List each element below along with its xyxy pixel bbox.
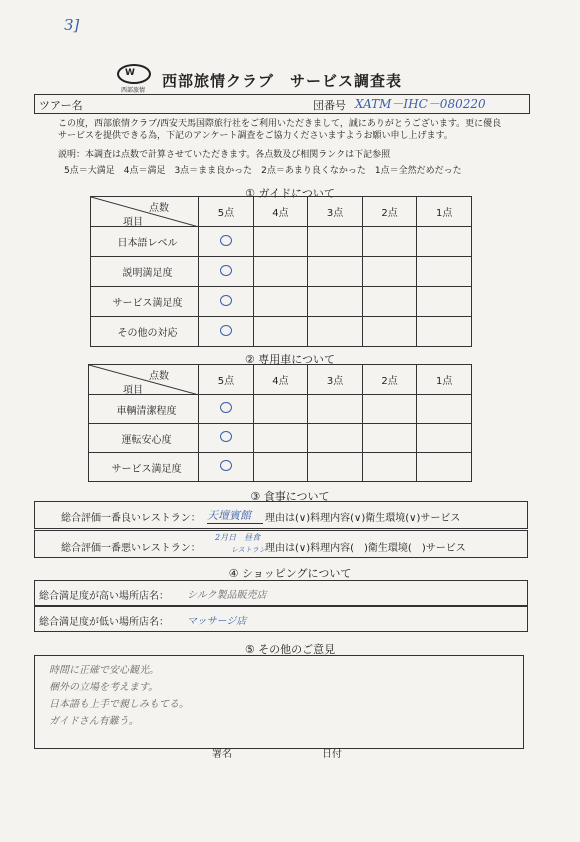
rating-cell-5[interactable] [199, 257, 254, 287]
corner-note: З] [64, 16, 80, 34]
table-row [89, 424, 472, 453]
intro-line-1: この度，西部旅情クラブ/西安天馬国際旅行社をご利用いただきまして，誠にありがとうございます。更に優良 [58, 119, 502, 129]
best-reason[interactable]: 理由は(∨)料理内容(∨)衛生環境(∨)サービス [265, 513, 461, 524]
section-shopping-title: ④ ショッピングについて [228, 567, 352, 580]
comment-line: 日本語も上手で親しみもてる。 [49, 699, 189, 710]
logo-emblem-icon: W [117, 64, 151, 84]
shop-high-row [34, 580, 528, 606]
rating-cell-5[interactable] [199, 395, 254, 424]
rating-cell-3[interactable] [308, 317, 363, 347]
signature-label: 署名 [212, 749, 232, 760]
rating-cell-1[interactable] [417, 257, 472, 287]
header-2: 2点 [362, 365, 417, 395]
diag-score-label: 点数 [149, 203, 169, 214]
rating-cell-3[interactable] [308, 287, 363, 317]
diagonal-line-icon [89, 365, 199, 395]
comment-line: 梱外の立場を考えます。 [49, 682, 159, 693]
diag-item-label: 項目 [123, 217, 143, 228]
date-label: 日付 [322, 749, 342, 760]
circle-mark-icon [220, 431, 232, 442]
circle-mark-icon [220, 460, 232, 471]
table-row [91, 287, 472, 317]
rating-cell-2[interactable] [362, 287, 417, 317]
group-number-value: XATM－IHC－080220 [355, 97, 486, 111]
rating-cell-4[interactable] [253, 257, 308, 287]
tour-name-label: ツアー名 [39, 99, 83, 112]
rating-cell-3[interactable] [308, 395, 363, 424]
shop-low-value[interactable]: マッサージ店 [187, 616, 247, 627]
best-restaurant-row [34, 501, 528, 529]
table-row [89, 453, 472, 482]
shop-low-label: 総合満足度が低い場所店名： [39, 617, 169, 628]
diag-score-label: 点数 [149, 371, 169, 382]
rating-cell-4[interactable] [253, 227, 308, 257]
section-vehicle-title: ② 専用車について [244, 353, 336, 366]
comment-line: ガイドさん有難う。 [49, 716, 139, 727]
row-label: 日本語レベル [91, 227, 199, 257]
diag-header [89, 365, 199, 395]
rating-cell-2[interactable] [362, 317, 417, 347]
diagonal-line-icon [91, 197, 199, 227]
rating-cell-5[interactable] [199, 317, 254, 347]
row-label: サービス満足度 [89, 453, 199, 482]
row-label: 説明満足度 [91, 257, 199, 287]
rating-cell-5[interactable] [199, 287, 254, 317]
circle-mark-icon [220, 402, 232, 413]
worst-restaurant-row [34, 530, 528, 558]
guide-table [90, 196, 472, 347]
header-3: 3点 [308, 197, 363, 227]
header-4: 4点 [253, 365, 308, 395]
info-row [34, 94, 530, 114]
rating-cell-1[interactable] [417, 424, 472, 453]
score-scale: 5点＝大満足 4点＝満足 3点＝まま良かった 2点＝あまり良くなかった 1点＝全然だめだった [64, 166, 462, 176]
rating-cell-4[interactable] [253, 453, 308, 482]
shop-high-label: 総合満足度が高い場所店名： [39, 591, 169, 602]
diag-item-label: 項目 [123, 385, 143, 396]
logo-text: 西部旅情 [120, 87, 145, 94]
header-1: 1点 [417, 365, 472, 395]
rating-cell-1[interactable] [417, 453, 472, 482]
worst-restaurant-sub: レストラン [231, 546, 266, 554]
header-4: 4点 [253, 197, 308, 227]
form-title: 西部旅情クラブ サービス調査表 [162, 72, 403, 90]
rating-cell-1[interactable] [417, 395, 472, 424]
circle-mark-icon [220, 235, 232, 246]
rating-cell-3[interactable] [308, 453, 363, 482]
circle-mark-icon [220, 295, 232, 306]
rating-cell-5[interactable] [199, 227, 254, 257]
rating-cell-2[interactable] [362, 227, 417, 257]
rating-cell-4[interactable] [253, 395, 308, 424]
section-guide-title: ① ガイドについて [245, 187, 335, 200]
rating-cell-2[interactable] [362, 453, 417, 482]
explanation: 説明：本調査は点数で計算させていただきます。各点数及び相関ランクは下記参照 [58, 150, 391, 160]
rating-cell-3[interactable] [308, 257, 363, 287]
rating-cell-2[interactable] [362, 395, 417, 424]
worst-restaurant-value[interactable]: 2月日 昼食 [215, 533, 261, 542]
rating-cell-1[interactable] [417, 287, 472, 317]
table-row [91, 257, 472, 287]
rating-cell-2[interactable] [362, 424, 417, 453]
header-2: 2点 [362, 197, 417, 227]
row-label: 運転安心度 [89, 424, 199, 453]
rating-cell-5[interactable] [199, 453, 254, 482]
row-label: 車輌清潔程度 [89, 395, 199, 424]
circle-mark-icon [220, 265, 232, 276]
rating-cell-1[interactable] [417, 317, 472, 347]
best-restaurant-label: 総合評価一番良いレストラン： [61, 513, 201, 524]
table-row [91, 317, 472, 347]
comment-line: 時間に正確で安心観光。 [49, 665, 159, 676]
rating-cell-4[interactable] [253, 317, 308, 347]
header-1: 1点 [417, 197, 472, 227]
shop-low-row [34, 606, 528, 632]
rating-cell-5[interactable] [199, 424, 254, 453]
best-restaurant-value[interactable]: 天壇賓館 [207, 507, 263, 524]
club-logo [112, 64, 154, 92]
comments-text [49, 662, 189, 730]
row-label: その他の対応 [91, 317, 199, 347]
table-row [91, 227, 472, 257]
rating-cell-3[interactable] [308, 424, 363, 453]
diag-header [91, 197, 199, 227]
rating-cell-4[interactable] [253, 287, 308, 317]
section-comments-title: ⑤ その他のご意見 [244, 643, 336, 656]
row-label: サービス満足度 [91, 287, 199, 317]
comments-box[interactable] [34, 655, 524, 749]
rating-cell-2[interactable] [362, 257, 417, 287]
shop-high-value[interactable]: シルク製品販売店 [187, 590, 267, 601]
table-row [89, 395, 472, 424]
group-number-label: 団番号 [313, 99, 346, 112]
worst-reason[interactable]: 理由は(∨)料理内容( )衛生環境( )サービス [265, 543, 466, 554]
header-3: 3点 [308, 365, 363, 395]
intro-line-2: サービスを提供できる為，下記のアンケート調査をご協力くださいますようお願い申し上げます。 [58, 131, 453, 141]
section-meal-title: ③ 食事について [250, 490, 330, 503]
circle-mark-icon [220, 325, 232, 336]
worst-restaurant-label: 総合評価一番悪いレストラン： [61, 543, 201, 554]
rating-cell-3[interactable] [308, 227, 363, 257]
header-5: 5点 [199, 197, 254, 227]
rating-cell-1[interactable] [417, 227, 472, 257]
rating-cell-4[interactable] [253, 424, 308, 453]
header-5: 5点 [199, 365, 254, 395]
vehicle-table [88, 364, 472, 482]
